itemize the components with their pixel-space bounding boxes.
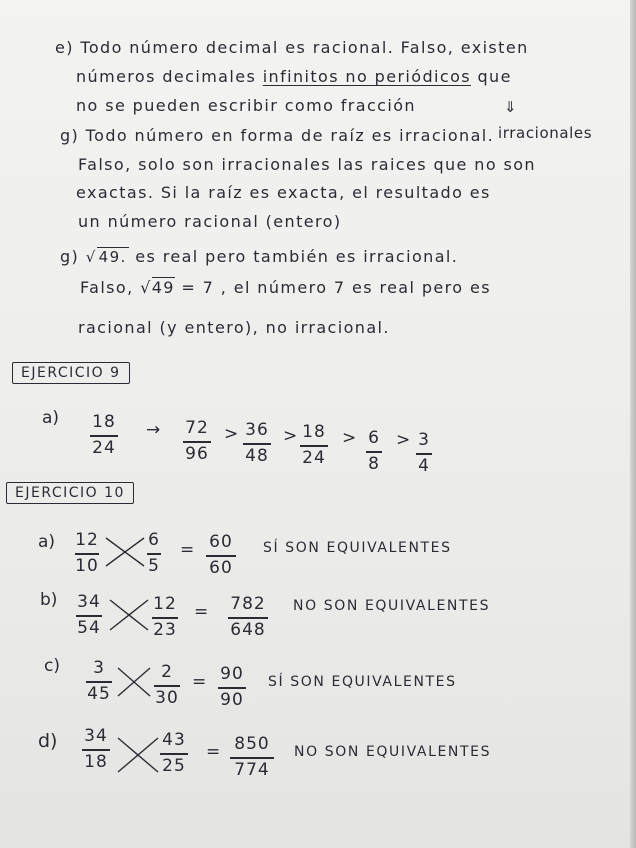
ex9-chain-frac-5 <box>416 432 432 475</box>
ex10-row-b-frac2 <box>152 596 178 639</box>
ex-g-line2 <box>80 278 491 297</box>
ex9-title: EJERCICIO 9 <box>12 362 130 384</box>
frac-den: 24 <box>302 447 326 468</box>
sqrt-49-radicand: 49. <box>98 248 127 266</box>
cross-multiply-icon <box>102 532 148 572</box>
frac-den: 4 <box>418 455 430 476</box>
frac-num: 3 <box>418 430 430 450</box>
frac-num: 34 <box>84 726 108 746</box>
frac-num: 18 <box>92 412 116 432</box>
ex10-row-d-label: d) <box>38 730 58 752</box>
frac-num: 6 <box>148 530 160 550</box>
ex9-gt-3: > <box>342 428 357 448</box>
frac-den: 5 <box>148 555 160 576</box>
ex9-gt-4: > <box>396 430 411 450</box>
frac-bar <box>90 435 118 437</box>
ex-f-line2: Falso, solo son irracionales las raices que no son <box>78 155 536 174</box>
ex10-row-c-eq: = <box>192 672 207 692</box>
frac-num: 18 <box>302 422 326 442</box>
frac-den: 24 <box>92 437 116 458</box>
sqrt-49-b: √49 <box>140 278 175 297</box>
sqrt-49-b-radicand: 49 <box>151 278 175 297</box>
frac-den: 10 <box>75 555 99 576</box>
ex10-row-a-verdict: SÍ SON EQUIVALENTES <box>263 540 452 556</box>
frac-num: 72 <box>185 418 209 438</box>
frac-den: 25 <box>162 755 186 776</box>
frac-bar <box>86 681 112 683</box>
ex-g-label: g) <box>60 247 80 266</box>
cross-multiply-icon <box>114 732 162 778</box>
frac-bar <box>82 749 110 751</box>
ex9-arrow: → <box>146 420 161 440</box>
ex-e-line2 <box>76 67 512 86</box>
ex10-row-b-label: b) <box>40 590 58 610</box>
frac-num: 782 <box>230 594 266 614</box>
ex-f-line4: un número racional (entero) <box>78 212 342 231</box>
frac-bar <box>160 753 188 755</box>
ex-g-line1 <box>60 247 458 266</box>
frac-den: 54 <box>77 617 101 638</box>
ex-e-down-arrow: ⇓ <box>504 98 518 116</box>
frac-num: 90 <box>220 664 244 684</box>
ex9-chain-frac-1 <box>183 420 211 463</box>
frac-den: 60 <box>209 557 233 578</box>
ex10-row-b-verdict: NO SON EQUIVALENTES <box>293 598 491 614</box>
ex10-row-d-verdict: NO SON EQUIVALENTES <box>294 744 492 760</box>
ex10-row-c-label: c) <box>44 656 60 676</box>
frac-den: 45 <box>87 683 111 704</box>
frac-bar <box>300 445 328 447</box>
frac-bar <box>154 685 180 687</box>
ex-f-line1: g) Todo número en forma de raíz es irracional. <box>60 126 495 145</box>
ex9-chain-frac-3 <box>300 424 328 467</box>
ex10-row-b-result <box>228 596 268 639</box>
frac-num: 12 <box>75 530 99 550</box>
sqrt-49: √ 49. <box>85 248 127 266</box>
cross-multiply-icon <box>106 594 152 636</box>
ex10-row-d-result <box>230 736 274 779</box>
ex10-row-a-eq: = <box>180 540 195 560</box>
frac-num: 60 <box>209 532 233 552</box>
frac-num: 12 <box>153 594 177 614</box>
frac-den: 96 <box>185 443 209 464</box>
frac-bar <box>228 617 268 619</box>
frac-num: 36 <box>245 420 269 440</box>
frac-num: 6 <box>368 428 380 448</box>
page-edge <box>630 0 636 848</box>
ex-g-line2-b: = 7 , el número 7 es real pero es <box>181 278 491 297</box>
frac-bar <box>76 615 102 617</box>
frac-bar <box>183 441 211 443</box>
ex9-chain-frac-2 <box>243 422 271 465</box>
frac-bar <box>218 687 246 689</box>
ex-g-line1-rest: es real pero también es irracional. <box>135 247 459 266</box>
frac-bar <box>243 443 271 445</box>
ex10-row-c-frac1 <box>86 660 112 703</box>
ex-e-line3: no se pueden escribir como fracción <box>76 96 416 115</box>
ex10-row-c-result <box>218 666 246 709</box>
ex-e-line1: e) Todo número decimal es racional. Falso, existen <box>55 38 529 57</box>
frac-den: 30 <box>155 687 179 708</box>
frac-bar <box>230 757 274 759</box>
ex-e-line4: irracionales <box>498 124 593 142</box>
frac-den: 774 <box>234 759 270 780</box>
frac-den: 648 <box>230 619 266 640</box>
frac-num: 34 <box>77 592 101 612</box>
ex10-row-a-label: a) <box>38 532 56 552</box>
ex-e-line2-a: números decimales <box>76 67 263 86</box>
frac-den: 18 <box>84 751 108 772</box>
frac-den: 48 <box>245 445 269 466</box>
ex10-row-a-frac1 <box>75 532 99 575</box>
ex10-row-a-frac2 <box>147 532 161 575</box>
frac-bar <box>75 553 99 555</box>
ex9-label: a) <box>42 408 60 428</box>
ex-g-line3: racional (y entero), no irracional. <box>78 318 390 337</box>
ex10-row-b-eq: = <box>194 602 209 622</box>
ex10-row-d-frac2 <box>160 732 188 775</box>
ex10-row-c-frac2 <box>154 664 180 707</box>
cross-multiply-icon <box>114 662 154 702</box>
frac-den: 23 <box>153 619 177 640</box>
ex-g-line2-a: Falso, <box>80 278 134 297</box>
frac-bar <box>416 453 432 455</box>
ex9-gt-1: > <box>224 424 239 444</box>
frac-bar <box>366 451 382 453</box>
ex9-chain-frac-4 <box>366 430 382 473</box>
ex9-gt-2: > <box>283 426 298 446</box>
frac-bar <box>206 555 236 557</box>
ex10-row-c-verdict: SÍ SON EQUIVALENTES <box>268 674 457 690</box>
frac-num: 850 <box>234 734 270 754</box>
ex-f-line3: exactas. Si la raíz es exacta, el resultado es <box>76 183 491 202</box>
frac-num: 2 <box>161 662 173 682</box>
frac-den: 8 <box>368 453 380 474</box>
frac-bar <box>147 553 161 555</box>
ex10-title: EJERCICIO 10 <box>6 482 134 504</box>
ex9-start-fraction <box>90 414 118 457</box>
frac-bar <box>152 617 178 619</box>
ex-e-line2-c: que <box>471 67 512 86</box>
frac-num: 43 <box>162 730 186 750</box>
ex10-row-d-eq: = <box>206 742 221 762</box>
ex10-row-d-frac1 <box>82 728 110 771</box>
ex10-row-a-result <box>206 534 236 577</box>
frac-den: 90 <box>220 689 244 710</box>
ex10-row-b-frac1 <box>76 594 102 637</box>
frac-num: 3 <box>93 658 105 678</box>
ex-e-underlined: infinitos no periódicos <box>262 67 471 86</box>
